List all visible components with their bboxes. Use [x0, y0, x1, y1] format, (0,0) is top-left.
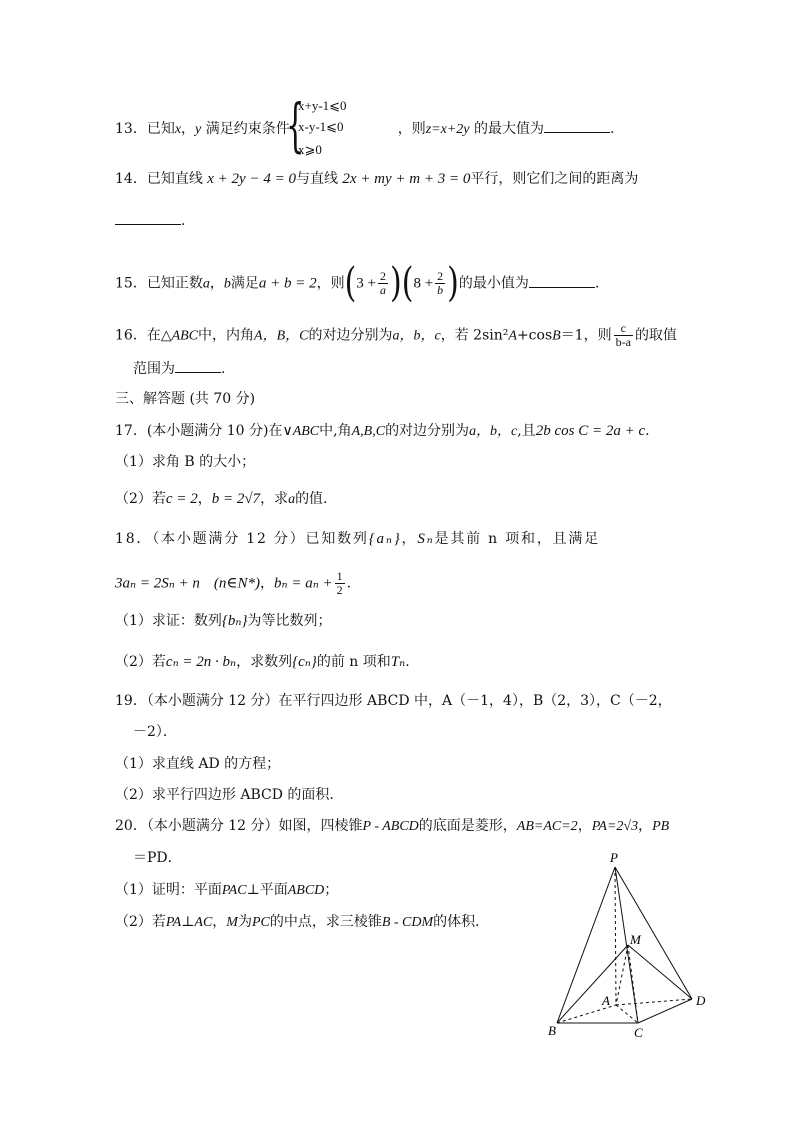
- q13-answer-blank[interactable]: [544, 118, 610, 133]
- q13-constraint-3: x⩾0: [298, 142, 322, 157]
- label-P: P: [610, 850, 618, 865]
- q20-line-2: ＝PD．: [133, 850, 182, 866]
- q17-part-2: （2）若c = 2，b = 2√7，求a的值.: [115, 491, 328, 507]
- q20-part-1: （1）证明：平面PAC⊥平面ABCD；: [115, 882, 339, 898]
- edge-MA: [616, 945, 628, 1005]
- q13-constraint-1: x+y-1⩽0: [298, 98, 347, 113]
- label-D: D: [696, 993, 706, 1008]
- q17-part-1: （1）求角 B 的大小；: [115, 454, 256, 470]
- edge-BM: [557, 945, 628, 1023]
- q18-line: 18．（本小题满分 12 分）已知数列{aₙ}，Sₙ是其前 n 项和，且满足: [115, 531, 601, 547]
- label-C: C: [634, 1025, 643, 1040]
- q15-answer-blank[interactable]: [529, 273, 595, 288]
- q20-line: 20．（本小题满分 12 分）如图，四棱锥P - ABCD的底面是菱形，AB=AC=2，PA=2√3，PB: [115, 818, 670, 834]
- pyramid-figure: [540, 845, 720, 1045]
- q14-answer-blank[interactable]: [115, 210, 181, 225]
- label-B: B: [548, 1023, 556, 1038]
- label-A: A: [602, 993, 610, 1008]
- label-M: M: [630, 932, 641, 947]
- edge-AC: [616, 1005, 638, 1023]
- q16-answer-blank[interactable]: [175, 358, 221, 373]
- q19-line: 19．（本小题满分 12 分）在平行四边形 ABCD 中，A（－1，4），B（2，3），C（－2，: [115, 693, 672, 709]
- q16-fraction: $\frac{c}{b-a}$: [615, 321, 631, 349]
- q18-half-fraction: $\frac{1}{2}$: [336, 569, 343, 597]
- edge-PA: [615, 867, 616, 1005]
- q14-line: 14．已知直线 x + 2y − 4 = 0与直线 2x + my + m + 3 = 0平行，则它们之间的距离为: [115, 171, 639, 187]
- q18-line-2: 3aₙ = 2Sₙ + n (n∈N*)，bₙ = aₙ + $\frac{1}{2}$ .: [115, 569, 352, 597]
- section-3-heading: 三、解答题 (共 70 分): [115, 391, 256, 407]
- q19-part-1: （1）求直线 AD 的方程；: [115, 756, 281, 772]
- q20-part-2: （2）若PA⊥AC，M为PC的中点，求三棱锥B - CDM的体积．: [115, 914, 490, 930]
- q15-fraction-2: $\frac{2}{b}$: [437, 269, 444, 297]
- q18-part-1: （1）求证：数列{bₙ}为等比数列；: [115, 613, 332, 629]
- q13-brace: {: [286, 91, 305, 159]
- q19-part-2: （2）求平行四边形 ABCD 的面积．: [115, 787, 344, 803]
- q18-part-2: （2）若cₙ = 2n · bₙ，求数列{cₙ}的前 n 项和Tₙ.: [115, 654, 410, 670]
- q16-line-2: 范围为 .: [133, 358, 225, 379]
- q13-constraint-2: x-y-1⩽0: [298, 119, 344, 134]
- edge-MC: [628, 945, 638, 1023]
- q19-line-2: －2）．: [133, 724, 177, 740]
- q14-line-2: .: [115, 210, 185, 231]
- q17-line: 17．(本小题满分 10 分)在∨ABC中,角A,B,C的对边分别为a，b，c,且2b cos C = 2a + c.: [115, 423, 650, 439]
- edge-PD: [615, 867, 692, 999]
- q13-line: 13．已知x，y 满足约束条件 ，则z=x+2y 的最大值为 .: [115, 118, 614, 140]
- q15-fraction-1: $\frac{2}{a}$: [380, 269, 387, 297]
- q16-line: 16．在△ABC中，内角A，B，C的对边分别为a，b，c，若 2sin²A+cosB＝1，则 $\frac{c}{b-a}$ 的取值: [115, 321, 677, 349]
- q15-line: 15．已知正数a，b满足a + b = 2，则(3 + $\frac{2}{a}$ )(8 + $\frac{2}{b}$ )的最小值为 .: [115, 259, 600, 307]
- edge-MD: [628, 945, 692, 999]
